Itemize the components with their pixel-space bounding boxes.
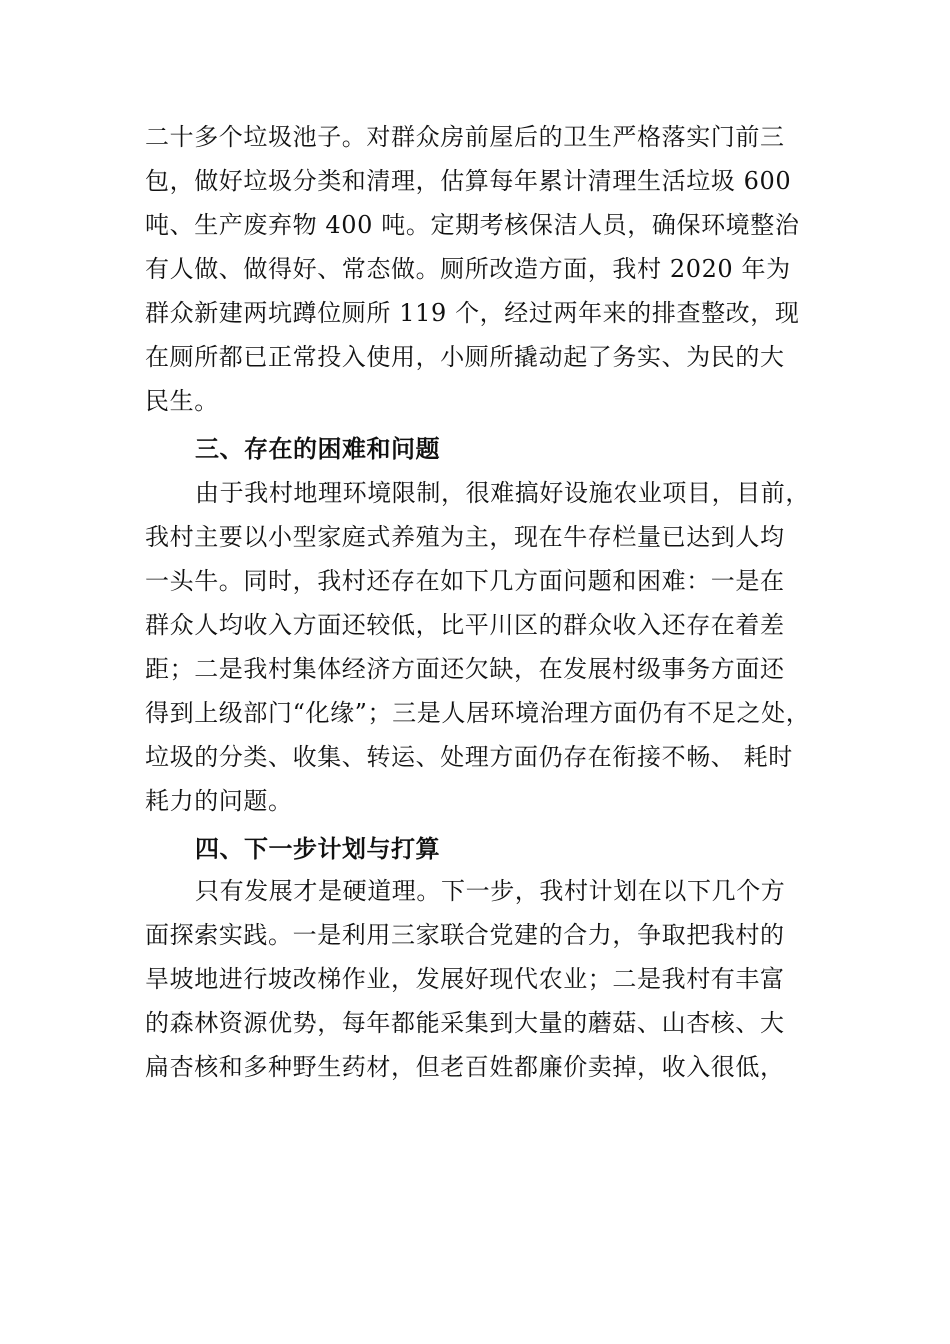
paragraph-line: 的森林资源优势，每年都能采集到大量的蘑菇、山杏核、大 [145, 1009, 785, 1037]
paragraph-line: 垃圾的分类、收集、转运、处理方面仍存在衔接不畅、 耗时 [145, 743, 793, 771]
paragraph-line: 扁杏核和多种野生药材，但老百姓都廉价卖掉，收入很低， [145, 1053, 785, 1081]
paragraph-line: 我村主要以小型家庭式养殖为主，现在牛存栏量已达到人均 [145, 523, 785, 551]
paragraph-line: 在厕所都已正常投入使用，小厕所撬动起了务实、为民的大 [145, 343, 785, 371]
paragraph-line: 群众新建两坑蹲位厕所 119 个，经过两年来的排查整改，现 [145, 299, 800, 327]
paragraph-line: 距；二是我村集体经济方面还欠缺，在发展村级事务方面还 [145, 655, 785, 683]
paragraph-line: 耗力的问题。 [145, 787, 293, 815]
paragraph-line: 面探索实践。一是利用三家联合党建的合力，争取把我村的 [145, 921, 785, 949]
paragraph-line: 群众人均收入方面还较低，比平川区的群众收入还存在着差 [145, 611, 785, 639]
paragraph-line: 一头牛。同时，我村还存在如下几方面问题和困难：一是在 [145, 567, 785, 595]
paragraph-line: 有人做、做得好、常态做。厕所改造方面，我村 2020 年为 [145, 255, 791, 283]
paragraph-line: 得到上级部门“化缘”；三是人居环境治理方面仍有不足之处， [145, 699, 811, 727]
paragraph-line: 只有发展才是硬道理。下一步，我村计划在以下几个方 [195, 877, 786, 905]
paragraph-line: 旱坡地进行坡改梯作业，发展好现代农业；二是我村有丰富 [145, 965, 785, 993]
section-heading-next-plan: 四、下一步计划与打算 [195, 835, 440, 863]
paragraph-line: 民生。 [145, 387, 219, 415]
paragraph-line: 二十多个垃圾池子。对群众房前屋后的卫生严格落实门前三 [145, 123, 785, 151]
paragraph-line: 包，做好垃圾分类和清理，估算每年累计清理生活垃圾 600 [145, 167, 792, 195]
paragraph-line: 吨、生产废弃物 400 吨。定期考核保洁人员，确保环境整治 [145, 211, 800, 239]
paragraph-line: 由于我村地理环境限制，很难搞好设施农业项目，目前， [195, 479, 810, 507]
section-heading-difficulties: 三、存在的困难和问题 [195, 435, 440, 463]
